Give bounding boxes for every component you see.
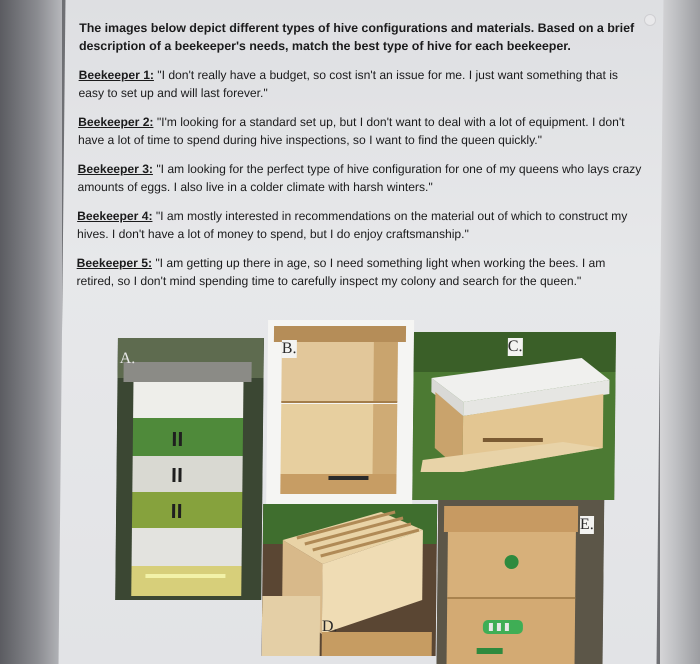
beekeeper-1 <box>78 67 644 102</box>
beekeeper-3 <box>77 161 643 196</box>
intro-text-start: The images below depict different types of hive configurations and materials. Based on a brief description of a beekeeper's needs, match the <box>78 21 635 53</box>
white-top-wooden-hive-photo-icon <box>412 332 616 500</box>
image-letter-c: C. <box>507 338 523 355</box>
beekeeper-quote: "I am mostly interested in recommendations on the material out of which to construct my hives. I don't have a lot of money to spend, but I do enjoy craftsmanship." <box>76 209 628 241</box>
hive-image-c <box>412 332 616 500</box>
left-bezel <box>0 0 62 664</box>
image-letter-d: D. <box>321 618 338 635</box>
hive-image-a <box>115 338 264 600</box>
beekeeper-label: Beekeeper 5: <box>76 256 153 270</box>
hive-image-b <box>266 320 414 504</box>
beekeeper-label: Beekeeper 1: <box>78 68 155 82</box>
image-letter-a: A. <box>119 350 136 367</box>
beekeeper-quote: "I don't really have a budget, so cost isn't an issue for me. I just want something that is easy to set up and will last forever." <box>78 68 619 100</box>
beekeeper-label: Beekeeper 3: <box>77 162 154 176</box>
document-page <box>59 0 664 664</box>
beekeeper-2 <box>78 114 644 149</box>
intro-paragraph <box>79 20 645 55</box>
scroll-indicator[interactable] <box>644 14 656 26</box>
hive-image-d <box>262 504 438 656</box>
beekeeper-label: Beekeeper 4: <box>77 209 153 223</box>
right-bezel <box>660 0 700 664</box>
hive-image-e <box>437 500 605 664</box>
beekeeper-5 <box>76 255 642 290</box>
intro-bold-word: best <box>353 38 380 53</box>
beekeeper-4 <box>77 208 643 243</box>
beekeeper-quote: "I'm looking for a standard set up, but I don't want to deal with a lot of equipment. I don't have a lot of time to spend during hive inspections, so I want to find the queen quickly." <box>77 115 625 147</box>
tall-stacked-painted-hive-photo-icon <box>115 338 264 600</box>
wooden-frames-box-photo-icon <box>262 504 438 656</box>
image-letter-e: E. <box>579 516 594 533</box>
beekeeper-quote: "I am getting up there in age, so I need something light when working the bees. I am retired, so I don't mind spending time to carefully inspect my colony and search for the queen." <box>76 256 606 288</box>
intro-text-end: type of hive for each beekeeper. <box>379 38 571 53</box>
beekeeper-quote: "I am looking for the perfect type of hive configuration for one of my queens who lays crazy amounts of eggs. I also live in a colder climate with harsh winters." <box>77 162 642 194</box>
image-letter-b: B. <box>281 340 297 357</box>
beekeeper-label: Beekeeper 2: <box>78 115 154 129</box>
question-text <box>76 20 645 302</box>
